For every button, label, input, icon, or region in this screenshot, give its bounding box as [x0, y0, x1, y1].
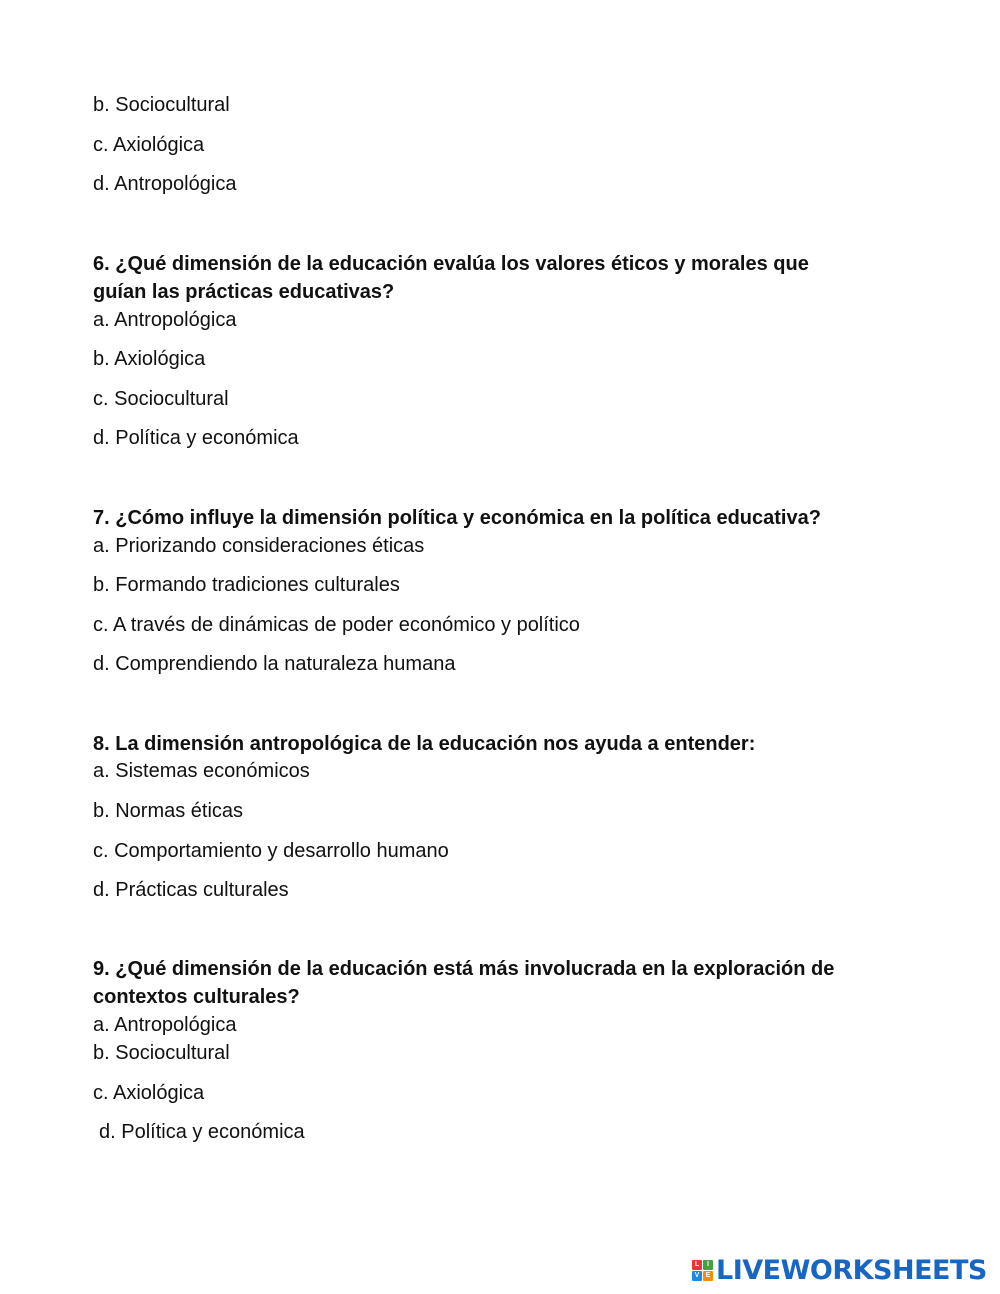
q8-question: 8. La dimensión antropológica de la educación nos ayuda a entender: — [93, 733, 756, 755]
q8-option-b[interactable]: b. Normas éticas — [93, 800, 244, 822]
q9-option-a[interactable]: a. Antropológica — [93, 1014, 237, 1036]
q8-option-a[interactable]: a. Sistemas económicos — [93, 760, 310, 782]
q7-question: 7. ¿Cómo influye la dimensión política y económica en la política educativa? — [93, 507, 821, 529]
logo-tile-e: E — [703, 1271, 713, 1281]
q5-option-c[interactable]: c. Axiológica — [93, 134, 205, 156]
q5-option-d[interactable]: d. Antropológica — [93, 173, 237, 195]
logo-tile-l: L — [692, 1260, 702, 1270]
q9-option-d[interactable]: d. Política y económica — [99, 1121, 305, 1143]
q6-question-line2: guían las prácticas educativas? — [93, 281, 395, 303]
logo-tile-v: V — [692, 1271, 702, 1281]
q7-option-c[interactable]: c. A través de dinámicas de poder económico y político — [93, 614, 580, 636]
q9-option-b[interactable]: b. Sociocultural — [93, 1042, 230, 1064]
q8-option-c[interactable]: c. Comportamiento y desarrollo humano — [93, 840, 449, 862]
brand-name: LIVEWORKSHEETS — [716, 1254, 987, 1286]
liveworksheets-logo-icon — [692, 1260, 713, 1281]
q7-option-a[interactable]: a. Priorizando consideraciones éticas — [93, 535, 425, 557]
q8-option-d[interactable]: d. Prácticas culturales — [93, 879, 289, 901]
q6-question-line1: 6. ¿Qué dimensión de la educación evalúa los valores éticos y morales que — [93, 253, 809, 275]
q9-question-line1: 9. ¿Qué dimensión de la educación está más involucrada en la exploración de — [93, 958, 835, 980]
q5-option-b[interactable]: b. Sociocultural — [93, 94, 230, 116]
q6-option-a[interactable]: a. Antropológica — [93, 309, 237, 331]
q7-option-b[interactable]: b. Formando tradiciones culturales — [93, 574, 400, 596]
liveworksheets-brand — [692, 1253, 987, 1287]
q9-option-c[interactable]: c. Axiológica — [93, 1082, 205, 1104]
q9-question-line2: contextos culturales? — [93, 986, 300, 1008]
q6-option-d[interactable]: d. Política y económica — [93, 427, 299, 449]
q7-option-d[interactable]: d. Comprendiendo la naturaleza humana — [93, 653, 456, 675]
q6-option-c[interactable]: c. Sociocultural — [93, 388, 229, 410]
q6-option-b[interactable]: b. Axiológica — [93, 348, 206, 370]
logo-tile-i: I — [703, 1260, 713, 1270]
